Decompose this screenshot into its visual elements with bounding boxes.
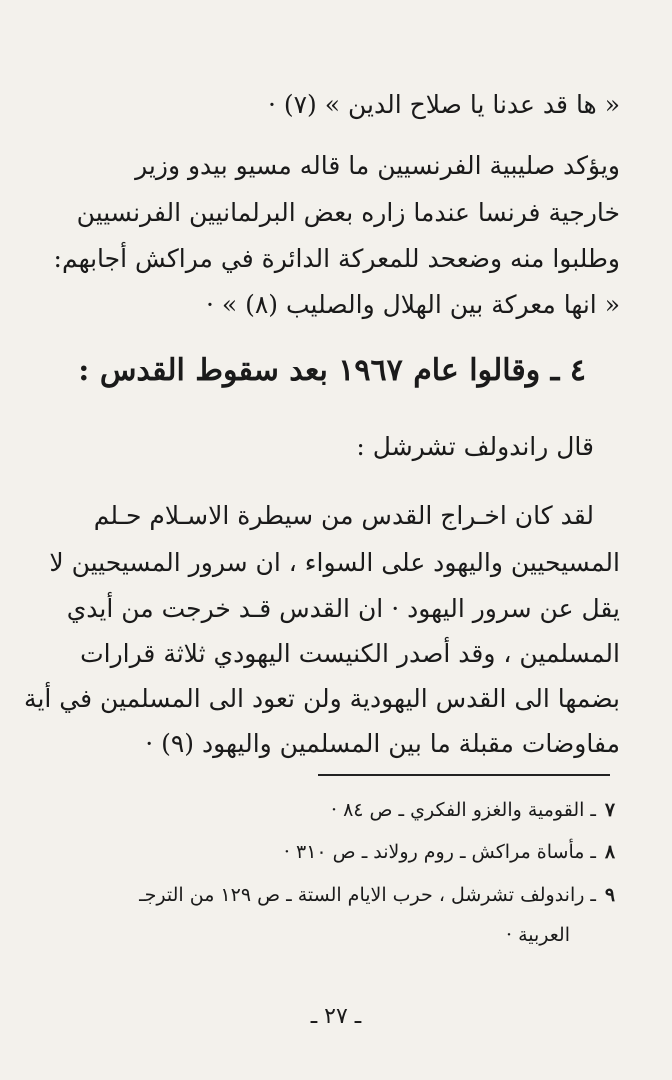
paragraph-1-line-3: وطلبوا منه وضعحد للمعركة الدائرة في مراكش أجابهم: (53, 244, 620, 273)
section-heading: ٤ ـ وقالوا عام ١٩٦٧ بعد سقوط القدس : (78, 353, 586, 388)
paragraph-2-line-3: يقل عن سرور اليهود · ان القدس قـد خرجت من أيدي (66, 594, 620, 623)
speaker-line: قال راندولف تشرشل : (356, 432, 594, 461)
quote-line-1: « ها قد عدنا يا صلاح الدين » (٧) · (267, 90, 620, 119)
paragraph-1-line-1: ويؤكد صليبية الفرنسيين ما قاله مسيو بيدو وزير (135, 151, 620, 180)
footnote-dash: ـ (590, 841, 596, 863)
footnote-dash: ـ (590, 799, 596, 821)
footnote-9-continuation: العربية · (505, 924, 570, 946)
paragraph-2-line-5: بضمها الى القدس اليهودية ولن تعود الى المسلمين في أية (24, 684, 620, 713)
footnote-number: ٧ (604, 799, 616, 821)
footnote-8 (284, 843, 618, 862)
page-number-text: ـ ٢٧ ـ (310, 1004, 362, 1029)
footnote-text: راندولف تشرشل ، حرب الايام الستة ـ ص ١٢٩ من الترجـ (139, 884, 585, 906)
paragraph-2-line-4: المسلمين ، وقد أصدر الكنيست اليهودي ثلاثة قرارات (80, 639, 620, 668)
footnote-number: ٩ (604, 884, 616, 906)
footnote-dash: ـ (590, 884, 596, 906)
footnote-7 (331, 801, 618, 820)
paragraph-2-line-2: المسيحيين واليهود على السواء ، ان سرور المسيحيين لا (49, 548, 620, 577)
paragraph-1-line-2: خارجية فرنسا عندما زاره بعض البرلمانيين الفرنسيين (76, 198, 620, 227)
footnote-number: ٨ (604, 841, 616, 863)
quote-line-2: « انها معركة بين الهلال والصليب (٨) » · (205, 290, 620, 319)
footnote-9 (139, 886, 618, 905)
footnote-text: مأساة مراكش ـ روم رولاند ـ ص ٣١٠ · (283, 841, 585, 863)
footnote-divider (318, 774, 610, 776)
footnote-text: القومية والغزو الفكري ـ ص ٨٤ · (330, 799, 585, 821)
paragraph-2-line-6: مفاوضات مقبلة ما بين المسلمين واليهود (٩) · (145, 729, 620, 758)
paragraph-2-line-1: لقد كان اخـراج القدس من سيطرة الاسـلام حـلم (93, 501, 594, 530)
page-number (0, 1006, 672, 1028)
